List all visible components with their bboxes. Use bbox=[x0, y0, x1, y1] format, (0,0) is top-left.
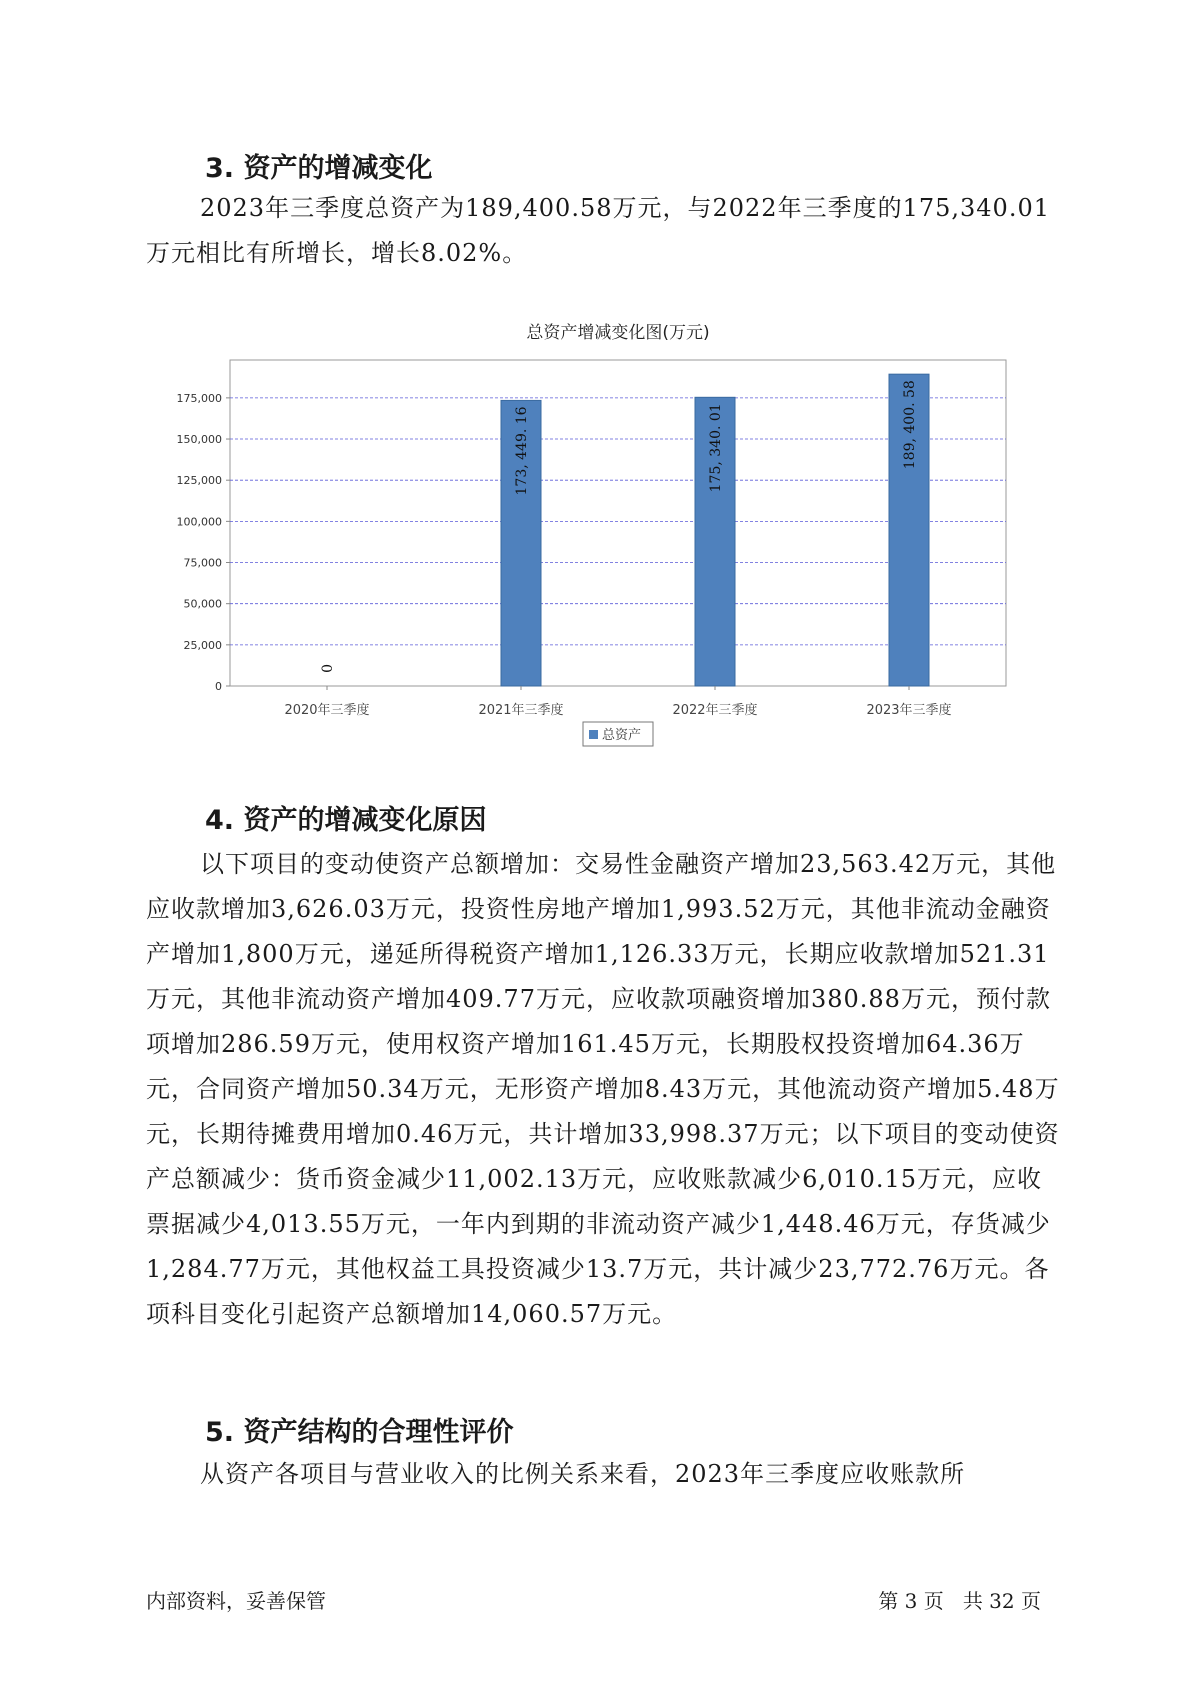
legend-label: 总资产 bbox=[602, 728, 642, 743]
y-tick-label: 175,000 bbox=[176, 391, 222, 405]
section-3-title: 3. 资产的增减变化 bbox=[205, 153, 433, 184]
x-tick-label: 2021年三季度 bbox=[478, 703, 564, 718]
section-4-title: 4. 资产的增减变化原因 bbox=[205, 805, 487, 836]
legend-swatch bbox=[589, 730, 598, 739]
x-tick-label: 2020年三季度 bbox=[284, 703, 370, 718]
section-5-title: 5. 资产结构的合理性评价 bbox=[205, 1417, 514, 1448]
y-tick-label: 125,000 bbox=[176, 474, 222, 488]
footer-page-number: 第 3 页 共 32 页 bbox=[878, 1589, 1041, 1613]
section-5-text: 从资产各项目与营业收入的比例关系来看，2023年三季度应收账款所 bbox=[200, 1460, 966, 1488]
data-label: 173, 449. 16 bbox=[514, 406, 530, 496]
y-tick-label: 0 bbox=[215, 680, 222, 693]
data-label: 175, 340. 01 bbox=[708, 403, 724, 493]
section-3-text: 2023年三季度总资产为189,400.58万元，与2022年三季度的175,340.01万元相比有所增长，增长8.02%。 bbox=[146, 194, 1050, 267]
y-tick-label: 50,000 bbox=[183, 597, 222, 611]
y-tick-label: 100,000 bbox=[176, 515, 222, 529]
x-tick-label: 2023年三季度 bbox=[866, 703, 952, 718]
y-tick-label: 150,000 bbox=[176, 433, 222, 447]
footer-confidential: 内部资料，妥善保管 bbox=[146, 1589, 326, 1613]
chart-title: 总资产增减变化图(万元) bbox=[526, 323, 710, 343]
chart-svg bbox=[146, 320, 1026, 770]
y-tick-label: 25,000 bbox=[183, 638, 222, 652]
y-tick-label: 75,000 bbox=[183, 556, 222, 570]
data-label: 0 bbox=[320, 664, 336, 673]
x-tick-label: 2022年三季度 bbox=[672, 703, 758, 718]
section-4-text: 以下项目的变动使资产总额增加：交易性金融资产增加23,563.42万元，其他应收款增加3,626.03万元，投资性房地产增加1,993.52万元，其他非流动金融资产增加1,800万元，递延所得税资产增加1,126.33万元，长期应收款增加521.31万元，其他非流动资产增加409.77万元，应收款项融资增加380.88万元，预付款项增加286.59万元，使用权资产增加161.45万元，长期股权投资增加64.36万元，合同资产增加50.34万元，无形资产增加8.43万元，其他流动资产增加5.48万元，长期待摊费用增加0.46万元，共计增加33,998.37万元；以下项目的变动使资产总额减少：货币资金减少11,002.13万元，应收账款减少6,010.15万元，应收票据减少4,013.55万元，一年内到期的非流动资产减少1,448.46万元，存货减少1,284.77万元，其他权益工具投资减少13.7万元，共计减少23,772.76万元。各项科目变化引起资产总额增加14,060.57万元。 bbox=[146, 850, 1060, 1328]
total-assets-chart bbox=[146, 320, 1026, 770]
data-label: 189, 400. 58 bbox=[902, 380, 918, 470]
